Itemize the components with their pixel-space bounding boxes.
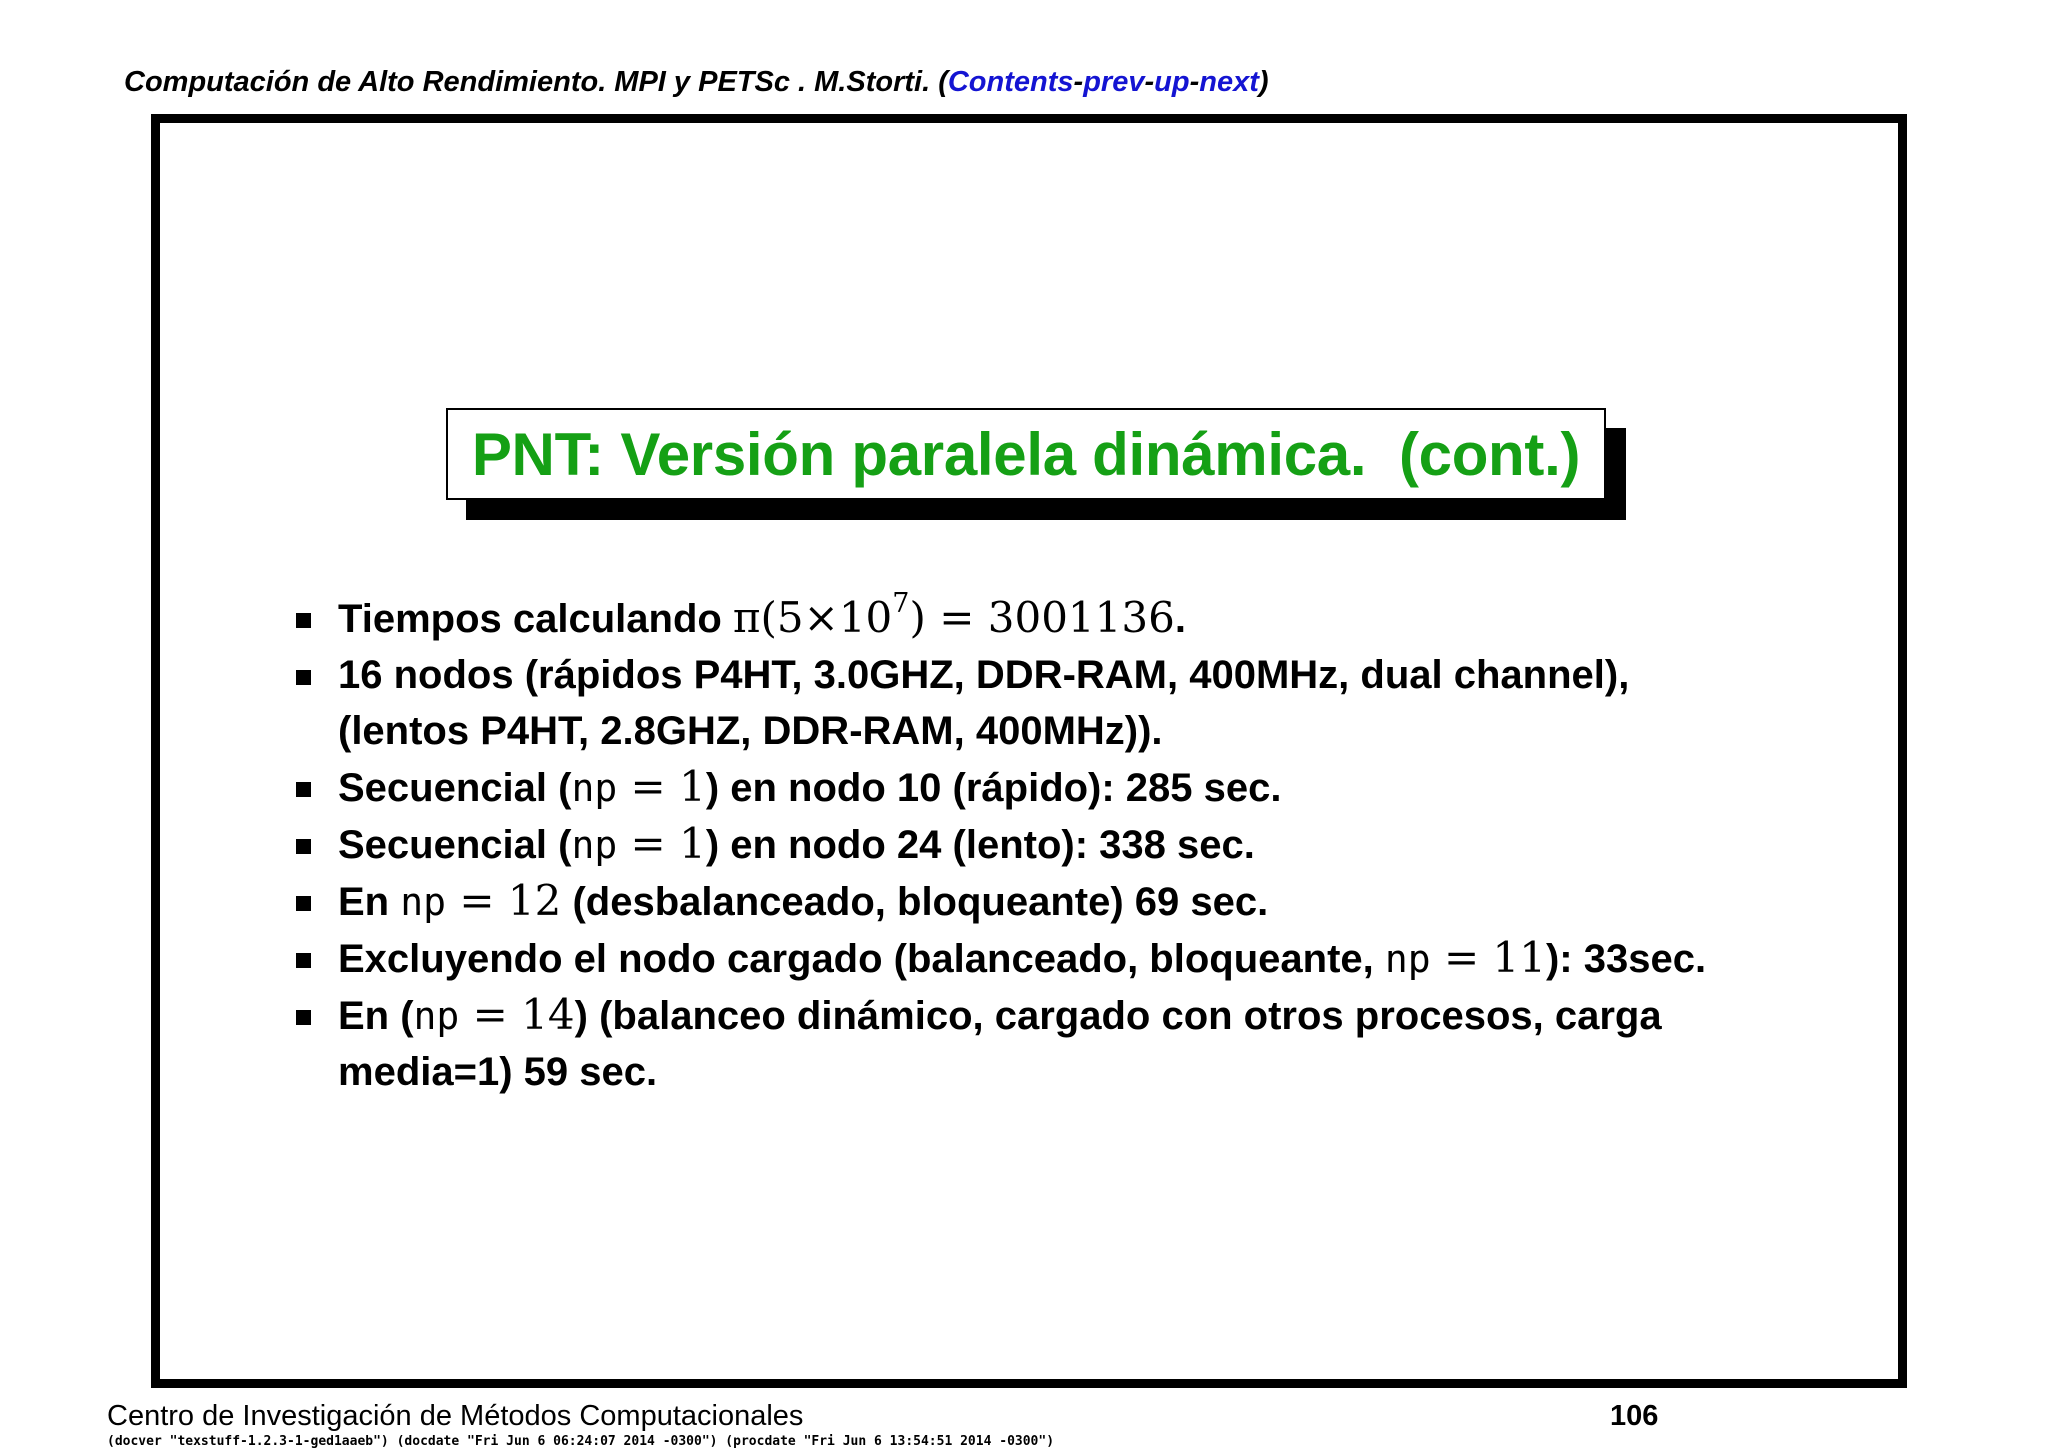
square-bullet-icon	[296, 896, 311, 911]
header-suffix: )	[1258, 66, 1269, 98]
square-bullet-icon	[296, 1010, 311, 1025]
math-pi: π(5×10	[732, 593, 893, 642]
math-np: np	[400, 880, 446, 924]
page-number: 106	[1610, 1400, 1659, 1432]
next-link[interactable]: next	[1199, 66, 1259, 98]
nav-separator: -	[1144, 66, 1155, 98]
square-bullet-icon	[296, 782, 311, 797]
bullet-item: Excluyendo el nodo cargado (balanceado, bloqueante, np = 11): 33sec.	[294, 930, 1824, 987]
math-equality: ) = 3001136	[909, 593, 1175, 642]
nav-separator: -	[1073, 66, 1084, 98]
running-header	[124, 66, 1269, 99]
math-np: np	[571, 766, 618, 810]
math-np: np	[1384, 937, 1431, 981]
footer-version-info: (docver "texstuff-1.2.3-1-ged1aaeb") (docdate "Fri Jun 6 06:24:07 2014 -0300") (procdate "Fri Jun 6 13:54:51 2014 -0300")	[107, 1434, 1055, 1449]
bullet-item: En (np = 14) (balanceo dinámico, cargado con otros procesos, carga media=1) 59 sec.	[294, 987, 1824, 1100]
bullet-item: En np = 12 (desbalanceado, bloqueante) 69 sec.	[294, 873, 1824, 930]
header-title: Computación de Alto Rendimiento. MPI y PETSc . M.Storti. (	[124, 66, 948, 98]
math-np: np	[571, 823, 618, 867]
math-equality: = 14	[459, 990, 575, 1039]
bullet-item: Secuencial (np = 1) en nodo 10 (rápido): 285 sec.	[294, 759, 1824, 816]
bullet-item: 16 nodos (rápidos P4HT, 3.0GHZ, DDR-RAM, 400MHz, dual channel), (lentos P4HT, 2.8GHZ, DDR-RAM, 400MHz)).	[294, 647, 1824, 759]
math-equality: = 11	[1430, 933, 1546, 982]
math-exponent: 7	[892, 588, 910, 619]
slide-title-box	[446, 408, 1606, 500]
bullet-item: Secuencial (np = 1) en nodo 24 (lento): 338 sec.	[294, 816, 1824, 873]
contents-link[interactable]: Contents	[947, 66, 1074, 98]
nav-separator: -	[1189, 66, 1200, 98]
up-link[interactable]: up	[1154, 66, 1190, 98]
square-bullet-icon	[296, 670, 311, 685]
square-bullet-icon	[296, 839, 311, 854]
math-np: np	[413, 994, 460, 1038]
square-bullet-icon	[296, 613, 311, 628]
math-equality: = 1	[617, 819, 706, 868]
math-equality: = 1	[617, 762, 706, 811]
slide-title: PNT: Versión paralela dinámica. (cont.)	[471, 420, 1581, 488]
bullet-item: Tiempos calculando $\pi(5\times 10^7) = 3001136$.	[294, 590, 1824, 647]
bullet-list	[294, 590, 1824, 1100]
prev-link[interactable]: prev	[1083, 66, 1145, 98]
square-bullet-icon	[296, 953, 311, 968]
math-equality: = 12	[446, 876, 562, 925]
footer-institution: Centro de Investigación de Métodos Computacionales	[107, 1400, 804, 1432]
